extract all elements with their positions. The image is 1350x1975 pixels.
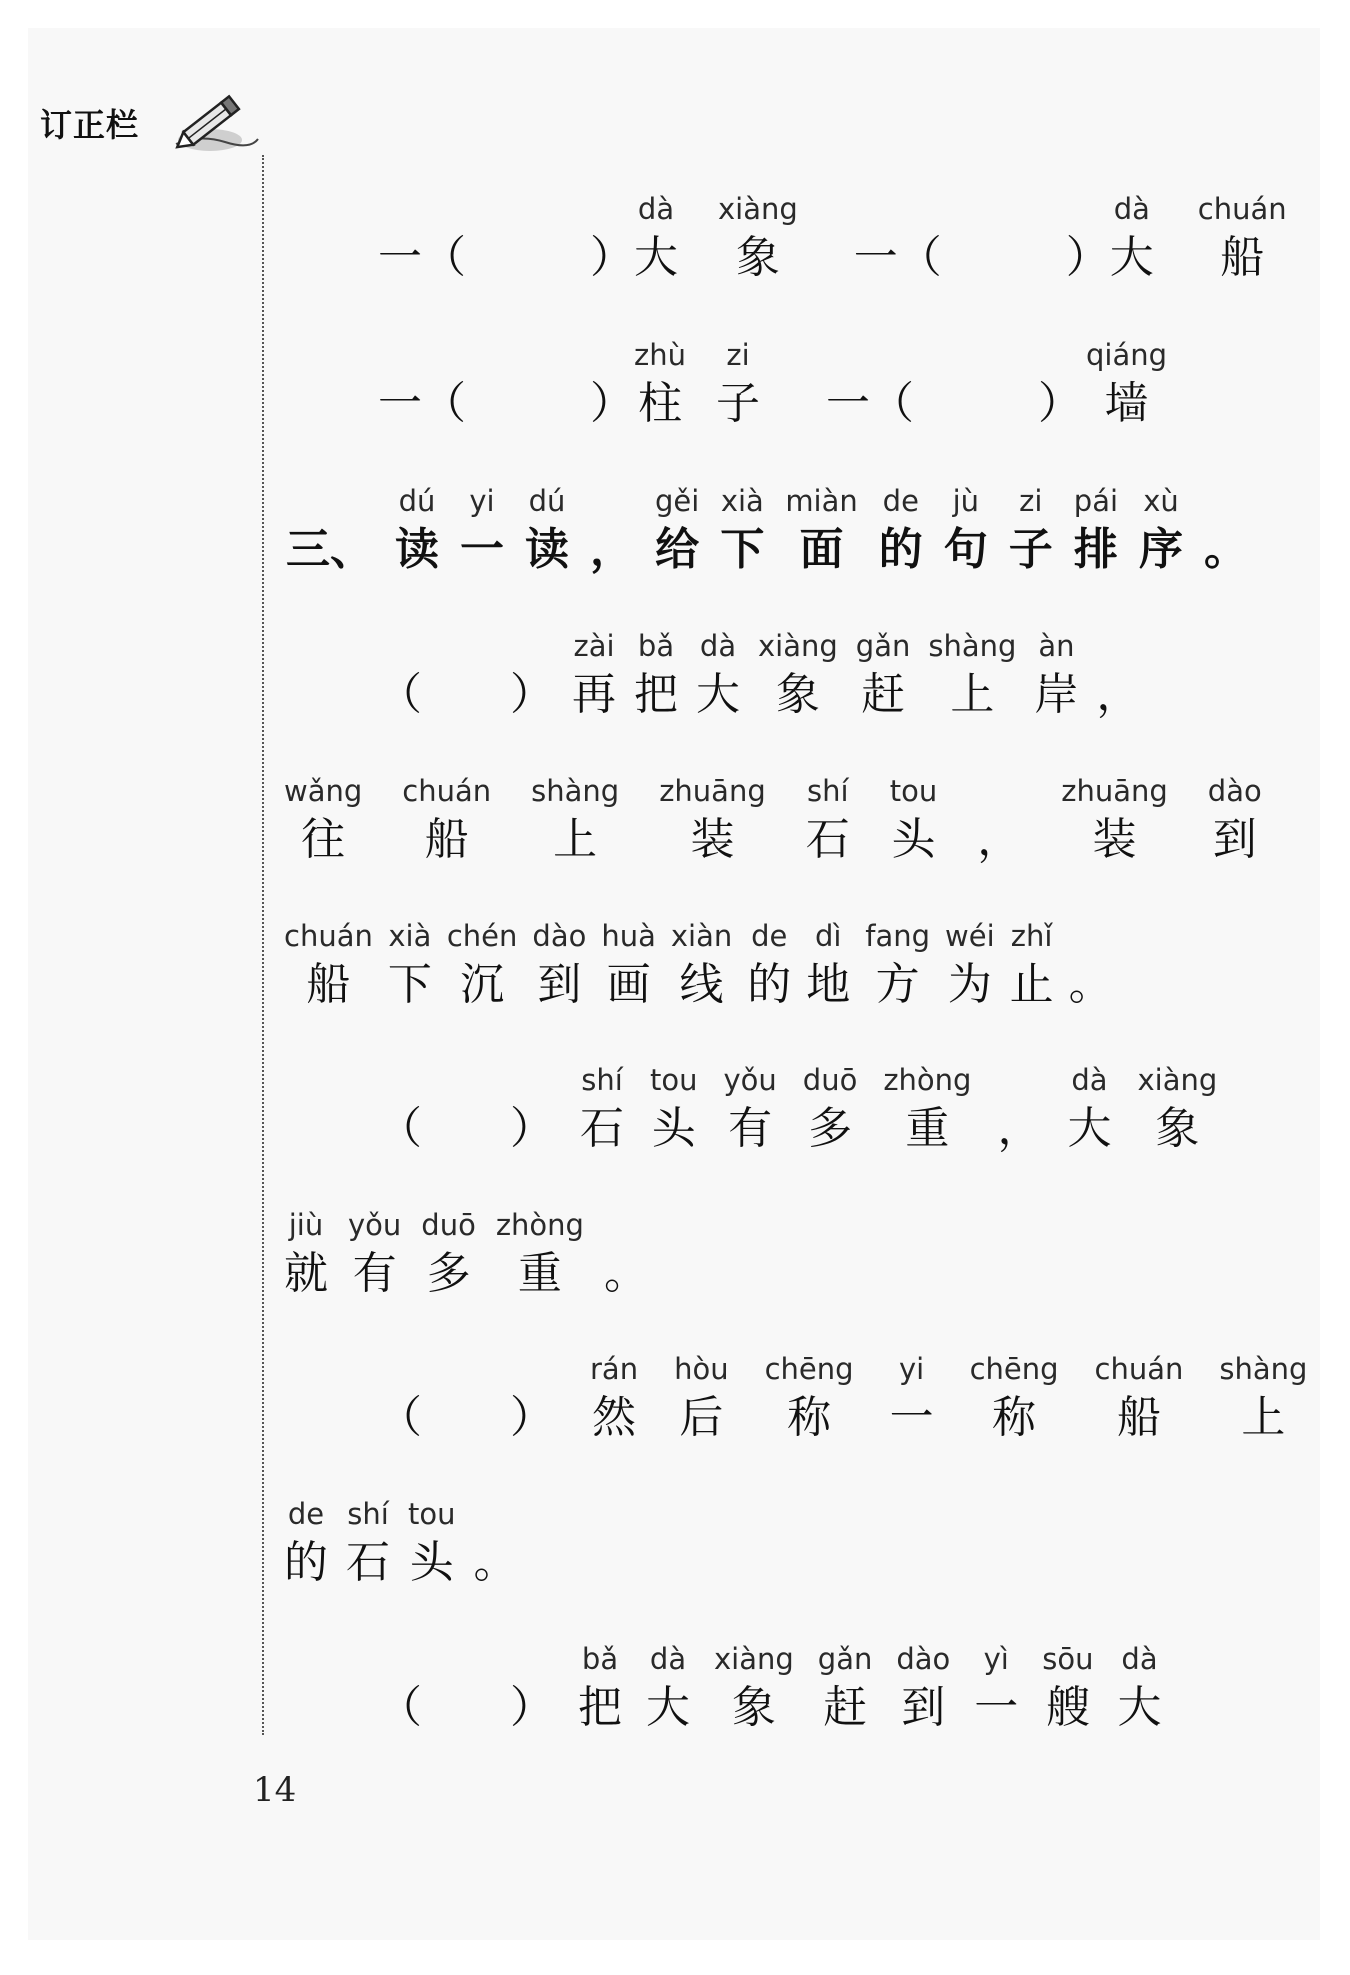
char-unit xyxy=(1067,1061,1111,1159)
hanzi: 象 xyxy=(775,669,820,720)
pinyin: shàng xyxy=(1219,1352,1308,1386)
blank-suffix: ） xyxy=(590,232,634,283)
pinyin: yǒu xyxy=(723,1063,777,1097)
sentence-2-line-2 xyxy=(284,1206,648,1304)
pinyin: xiàng xyxy=(714,1642,794,1676)
char-unit xyxy=(1096,627,1140,725)
hanzi: 面 xyxy=(799,524,844,575)
char-unit xyxy=(1009,482,1053,580)
pinyin: xù xyxy=(1143,484,1179,518)
hanzi: 多 xyxy=(808,1103,853,1154)
pinyin: dào xyxy=(532,919,587,953)
char-unit xyxy=(720,482,764,580)
char-unit xyxy=(1204,482,1248,580)
hanzi: 装 xyxy=(1092,814,1137,865)
char-unit xyxy=(284,1495,328,1593)
char-unit xyxy=(714,1640,794,1738)
pinyin: yi xyxy=(469,484,495,518)
char-unit xyxy=(974,1640,1018,1738)
hanzi: 船 xyxy=(424,814,469,865)
char-unit xyxy=(671,917,732,1015)
pinyin: chuán xyxy=(1094,1352,1184,1386)
sentence-1-line-2 xyxy=(284,772,1262,870)
pinyin: tou xyxy=(650,1063,698,1097)
pinyin: xiàng xyxy=(758,629,838,663)
pinyin: zhuāng xyxy=(1061,774,1168,808)
sentence-1-line-1 xyxy=(378,627,1140,725)
hanzi: 子 xyxy=(1008,524,1053,575)
hanzi: 艘 xyxy=(1045,1682,1090,1733)
char-unit xyxy=(532,917,586,1015)
char-unit xyxy=(1208,772,1262,870)
blank-suffix: ） xyxy=(1037,378,1082,429)
pinyin: hòu xyxy=(674,1352,729,1386)
hanzi: 石 xyxy=(346,1537,390,1588)
sentence-3-line-2 xyxy=(284,1495,518,1593)
hanzi: 赶 xyxy=(861,669,906,720)
char-unit xyxy=(945,917,995,1015)
pinyin: tou xyxy=(889,774,938,808)
hanzi: 把 xyxy=(634,669,678,720)
pinyin: chén xyxy=(446,919,518,953)
pinyin: chuán xyxy=(284,919,373,953)
hanzi: 就 xyxy=(284,1248,328,1299)
char-unit xyxy=(1061,772,1168,870)
hanzi: 。 xyxy=(1204,524,1249,575)
hanzi: 头 xyxy=(651,1103,696,1154)
char-unit xyxy=(1139,482,1183,580)
pinyin: qiáng xyxy=(1085,338,1168,372)
hanzi: 岸 xyxy=(1034,669,1079,720)
hanzi: 的 xyxy=(284,1537,328,1588)
pinyin: dì xyxy=(815,919,842,953)
char-unit xyxy=(1042,1640,1093,1738)
blank-prefix: 一（ xyxy=(378,378,466,429)
sentence-1-line-3 xyxy=(284,917,1113,1015)
pinyin: xià xyxy=(388,919,432,953)
hanzi: 大 xyxy=(646,1682,690,1733)
char-unit xyxy=(284,772,362,870)
pinyin: tou xyxy=(408,1497,456,1531)
pinyin: huà xyxy=(601,919,656,953)
hanzi: 的 xyxy=(878,524,923,575)
char-unit xyxy=(402,772,491,870)
char-unit xyxy=(803,1061,858,1159)
pinyin: zhǐ xyxy=(1010,919,1053,953)
hanzi: 为 xyxy=(947,959,992,1010)
char-unit xyxy=(883,1061,971,1159)
hanzi: 重 xyxy=(905,1103,950,1154)
hanzi: 墙 xyxy=(1104,378,1149,429)
hanzi: 止 xyxy=(1009,959,1054,1010)
pinyin: yì xyxy=(983,1642,1009,1676)
pinyin: duō xyxy=(421,1208,476,1242)
pinyin: chuán xyxy=(402,774,492,808)
pinyin: zhù xyxy=(634,338,686,372)
hanzi: ， xyxy=(1096,669,1141,720)
pinyin: dào xyxy=(1207,774,1262,808)
hanzi: 石 xyxy=(580,1103,624,1154)
pinyin: chēng xyxy=(969,1352,1059,1386)
pinyin: xiàng xyxy=(1137,1063,1218,1097)
char-unit xyxy=(590,1350,638,1448)
char-unit xyxy=(890,772,938,870)
char-unit xyxy=(578,1640,622,1738)
char-unit xyxy=(997,1061,1041,1159)
char-unit xyxy=(977,772,1021,870)
char-unit xyxy=(460,482,504,580)
dotted-margin-line xyxy=(262,155,264,1735)
blank-prefix: 一（ xyxy=(853,232,942,283)
pinyin: gǎn xyxy=(817,1642,873,1676)
char-unit xyxy=(408,1495,456,1593)
hanzi: 画 xyxy=(606,959,651,1010)
pinyin: chuán xyxy=(1197,192,1287,226)
pinyin: jiù xyxy=(288,1208,324,1242)
pinyin: zhòng xyxy=(495,1208,584,1242)
pinyin: chēng xyxy=(764,1352,854,1386)
char-unit xyxy=(856,627,911,725)
char-unit xyxy=(806,772,850,870)
char-unit xyxy=(818,1640,873,1738)
hanzi: 排 xyxy=(1073,524,1118,575)
hanzi: 赶 xyxy=(823,1682,868,1733)
hanzi: 大 xyxy=(1067,1103,1112,1154)
hanzi: 读 xyxy=(525,524,569,575)
char-unit xyxy=(601,917,656,1015)
pinyin: dà xyxy=(1071,1063,1108,1097)
pencil-icon xyxy=(170,84,260,160)
hanzi: 上 xyxy=(553,814,598,865)
hanzi: 序 xyxy=(1139,524,1184,575)
hanzi: 一 xyxy=(460,524,504,575)
hanzi: 子 xyxy=(715,378,760,429)
pinyin: zhòng xyxy=(883,1063,972,1097)
hanzi: 上 xyxy=(950,669,995,720)
measure-word-row-1 xyxy=(378,190,1287,288)
hanzi: 的 xyxy=(747,959,792,1010)
pinyin: shí xyxy=(347,1497,389,1531)
blank-suffix: ） xyxy=(590,378,634,429)
hanzi: 象 xyxy=(731,1682,776,1733)
char-unit xyxy=(879,482,923,580)
hanzi: 方 xyxy=(875,959,920,1010)
pinyin: wéi xyxy=(945,919,995,953)
char-unit xyxy=(590,482,634,580)
pinyin: zi xyxy=(726,338,750,372)
char-unit xyxy=(421,1206,476,1304)
char-unit xyxy=(395,482,439,580)
pinyin: xiàng xyxy=(718,192,798,226)
char-unit xyxy=(348,1206,401,1304)
hanzi: 装 xyxy=(690,814,735,865)
char-unit xyxy=(1118,1640,1162,1738)
char-unit xyxy=(447,917,518,1015)
char-unit xyxy=(1095,1350,1184,1448)
pinyin: zhuāng xyxy=(659,774,766,808)
pinyin: fang xyxy=(865,919,931,953)
char-unit xyxy=(970,1350,1059,1448)
pinyin: shàng xyxy=(531,774,620,808)
hanzi: 柱 xyxy=(637,378,682,429)
hanzi: 称 xyxy=(787,1392,832,1443)
pinyin: pái xyxy=(1073,484,1119,518)
char-unit xyxy=(634,627,678,725)
char-unit xyxy=(496,1206,584,1304)
pinyin: sōu xyxy=(1042,1642,1094,1676)
char-unit xyxy=(896,1640,950,1738)
hanzi: 船 xyxy=(1220,232,1265,283)
hanzi: 一 xyxy=(889,1392,934,1443)
blank-prefix: 一（ xyxy=(825,378,914,429)
hanzi: 到 xyxy=(1212,814,1257,865)
hanzi: 头 xyxy=(891,814,936,865)
pinyin: yǒu xyxy=(348,1208,402,1242)
char-unit xyxy=(747,917,791,1015)
char-unit xyxy=(944,482,988,580)
char-unit xyxy=(865,917,930,1015)
measure-word-row-2 xyxy=(378,336,1167,434)
hanzi: 石 xyxy=(805,814,850,865)
hanzi: 线 xyxy=(679,959,724,1010)
hanzi: 到 xyxy=(901,1682,946,1733)
pinyin: de xyxy=(751,919,788,953)
hanzi: 下 xyxy=(720,524,765,575)
char-unit xyxy=(758,627,838,725)
pinyin: gěi xyxy=(655,484,700,518)
pinyin: xià xyxy=(720,484,764,518)
hanzi: 大 xyxy=(1109,232,1154,283)
sentence-4-line-1 xyxy=(378,1640,1162,1738)
pinyin: dà xyxy=(637,192,675,226)
char-unit xyxy=(1010,917,1054,1015)
char-unit xyxy=(1137,1061,1217,1159)
hanzi: 象 xyxy=(735,232,780,283)
hanzi: 读 xyxy=(395,524,439,575)
section-3-title xyxy=(286,482,1248,580)
hanzi: 下 xyxy=(387,959,432,1010)
section-number: 三、 xyxy=(286,524,374,575)
pinyin: xiàn xyxy=(670,919,733,953)
hanzi: 大 xyxy=(1117,1682,1162,1733)
char-unit xyxy=(785,482,857,580)
char-unit xyxy=(659,772,766,870)
char-unit xyxy=(655,482,699,580)
blank-prefix: 一（ xyxy=(378,232,466,283)
pinyin: dà xyxy=(1121,1642,1158,1676)
order-bracket[interactable]: （ ） xyxy=(378,1682,554,1733)
hanzi: 然 xyxy=(592,1392,637,1443)
char-unit xyxy=(765,1350,854,1448)
char-unit xyxy=(806,917,850,1015)
sentence-3-line-1 xyxy=(378,1350,1307,1448)
hanzi: 有 xyxy=(352,1248,397,1299)
hanzi: 给 xyxy=(655,524,700,575)
pinyin: shí xyxy=(581,1063,623,1097)
pinyin: shàng xyxy=(928,629,1017,663)
hanzi: 句 xyxy=(943,524,988,575)
page-number: 14 xyxy=(253,1770,297,1810)
char-unit xyxy=(604,1206,648,1304)
order-bracket[interactable]: （ ） xyxy=(378,669,554,720)
hanzi: 。 xyxy=(473,1537,518,1588)
pinyin: dà xyxy=(699,629,737,663)
pinyin: de xyxy=(287,1497,325,1531)
hanzi: 一 xyxy=(974,1682,1019,1733)
pinyin: rán xyxy=(590,1352,639,1386)
hanzi: 。 xyxy=(603,1248,648,1299)
char-unit xyxy=(696,627,740,725)
pinyin: dà xyxy=(649,1642,687,1676)
char-unit xyxy=(1074,482,1118,580)
pinyin: de xyxy=(882,484,919,518)
order-bracket[interactable]: （ ） xyxy=(378,1392,554,1443)
pinyin: duō xyxy=(802,1063,858,1097)
hanzi: 船 xyxy=(306,959,351,1010)
char-unit xyxy=(724,1061,777,1159)
char-unit xyxy=(284,917,373,1015)
sentence-2-line-1 xyxy=(378,1061,1217,1159)
char-unit xyxy=(580,1061,624,1159)
char-unit xyxy=(346,1495,390,1593)
hanzi: 称 xyxy=(992,1392,1037,1443)
char-unit xyxy=(284,1206,328,1304)
pinyin: zài xyxy=(573,629,615,663)
hanzi: 沉 xyxy=(460,959,505,1010)
hanzi: 往 xyxy=(301,814,346,865)
pinyin: dú xyxy=(528,484,566,518)
char-unit xyxy=(650,1061,698,1159)
pinyin: miàn xyxy=(785,484,858,518)
pinyin: àn xyxy=(1038,629,1075,663)
correction-column-label: 订正栏 xyxy=(40,106,140,144)
order-bracket[interactable]: （ ） xyxy=(378,1103,554,1154)
pinyin: bǎ xyxy=(637,629,675,663)
pinyin: gǎn xyxy=(855,629,911,663)
pinyin: dà xyxy=(1113,192,1150,226)
char-unit xyxy=(474,1495,518,1593)
hanzi: ， xyxy=(997,1103,1042,1154)
hanzi: 头 xyxy=(409,1537,454,1588)
pinyin: jù xyxy=(952,484,979,518)
hanzi: 地 xyxy=(806,959,851,1010)
hanzi: 上 xyxy=(1241,1392,1286,1443)
pinyin: dào xyxy=(896,1642,951,1676)
hanzi: 有 xyxy=(728,1103,773,1154)
blank-suffix: ） xyxy=(1065,232,1110,283)
hanzi: 多 xyxy=(426,1248,471,1299)
hanzi: 后 xyxy=(679,1392,724,1443)
hanzi: 象 xyxy=(1155,1103,1200,1154)
pinyin: zi xyxy=(1019,484,1043,518)
char-unit xyxy=(1069,917,1113,1015)
char-unit xyxy=(525,482,569,580)
pinyin: dú xyxy=(398,484,436,518)
hanzi: ， xyxy=(590,524,634,575)
hanzi: 把 xyxy=(578,1682,622,1733)
hanzi: 重 xyxy=(517,1248,562,1299)
char-unit xyxy=(1219,1350,1307,1448)
hanzi: ， xyxy=(977,814,1022,865)
pinyin: bǎ xyxy=(581,1642,619,1676)
pinyin: yi xyxy=(898,1352,925,1386)
pinyin: wǎng xyxy=(284,774,363,808)
char-unit xyxy=(890,1350,934,1448)
hanzi: 船 xyxy=(1116,1392,1161,1443)
char-unit xyxy=(531,772,619,870)
char-unit xyxy=(928,627,1016,725)
hanzi: 再 xyxy=(572,669,616,720)
char-unit xyxy=(388,917,432,1015)
pinyin: shí xyxy=(806,774,849,808)
char-unit xyxy=(674,1350,729,1448)
hanzi: 。 xyxy=(1068,959,1113,1010)
char-unit xyxy=(1034,627,1078,725)
char-unit xyxy=(646,1640,690,1738)
hanzi: 到 xyxy=(537,959,582,1010)
hanzi: 大 xyxy=(634,232,678,283)
char-unit xyxy=(572,627,616,725)
hanzi: 大 xyxy=(696,669,740,720)
